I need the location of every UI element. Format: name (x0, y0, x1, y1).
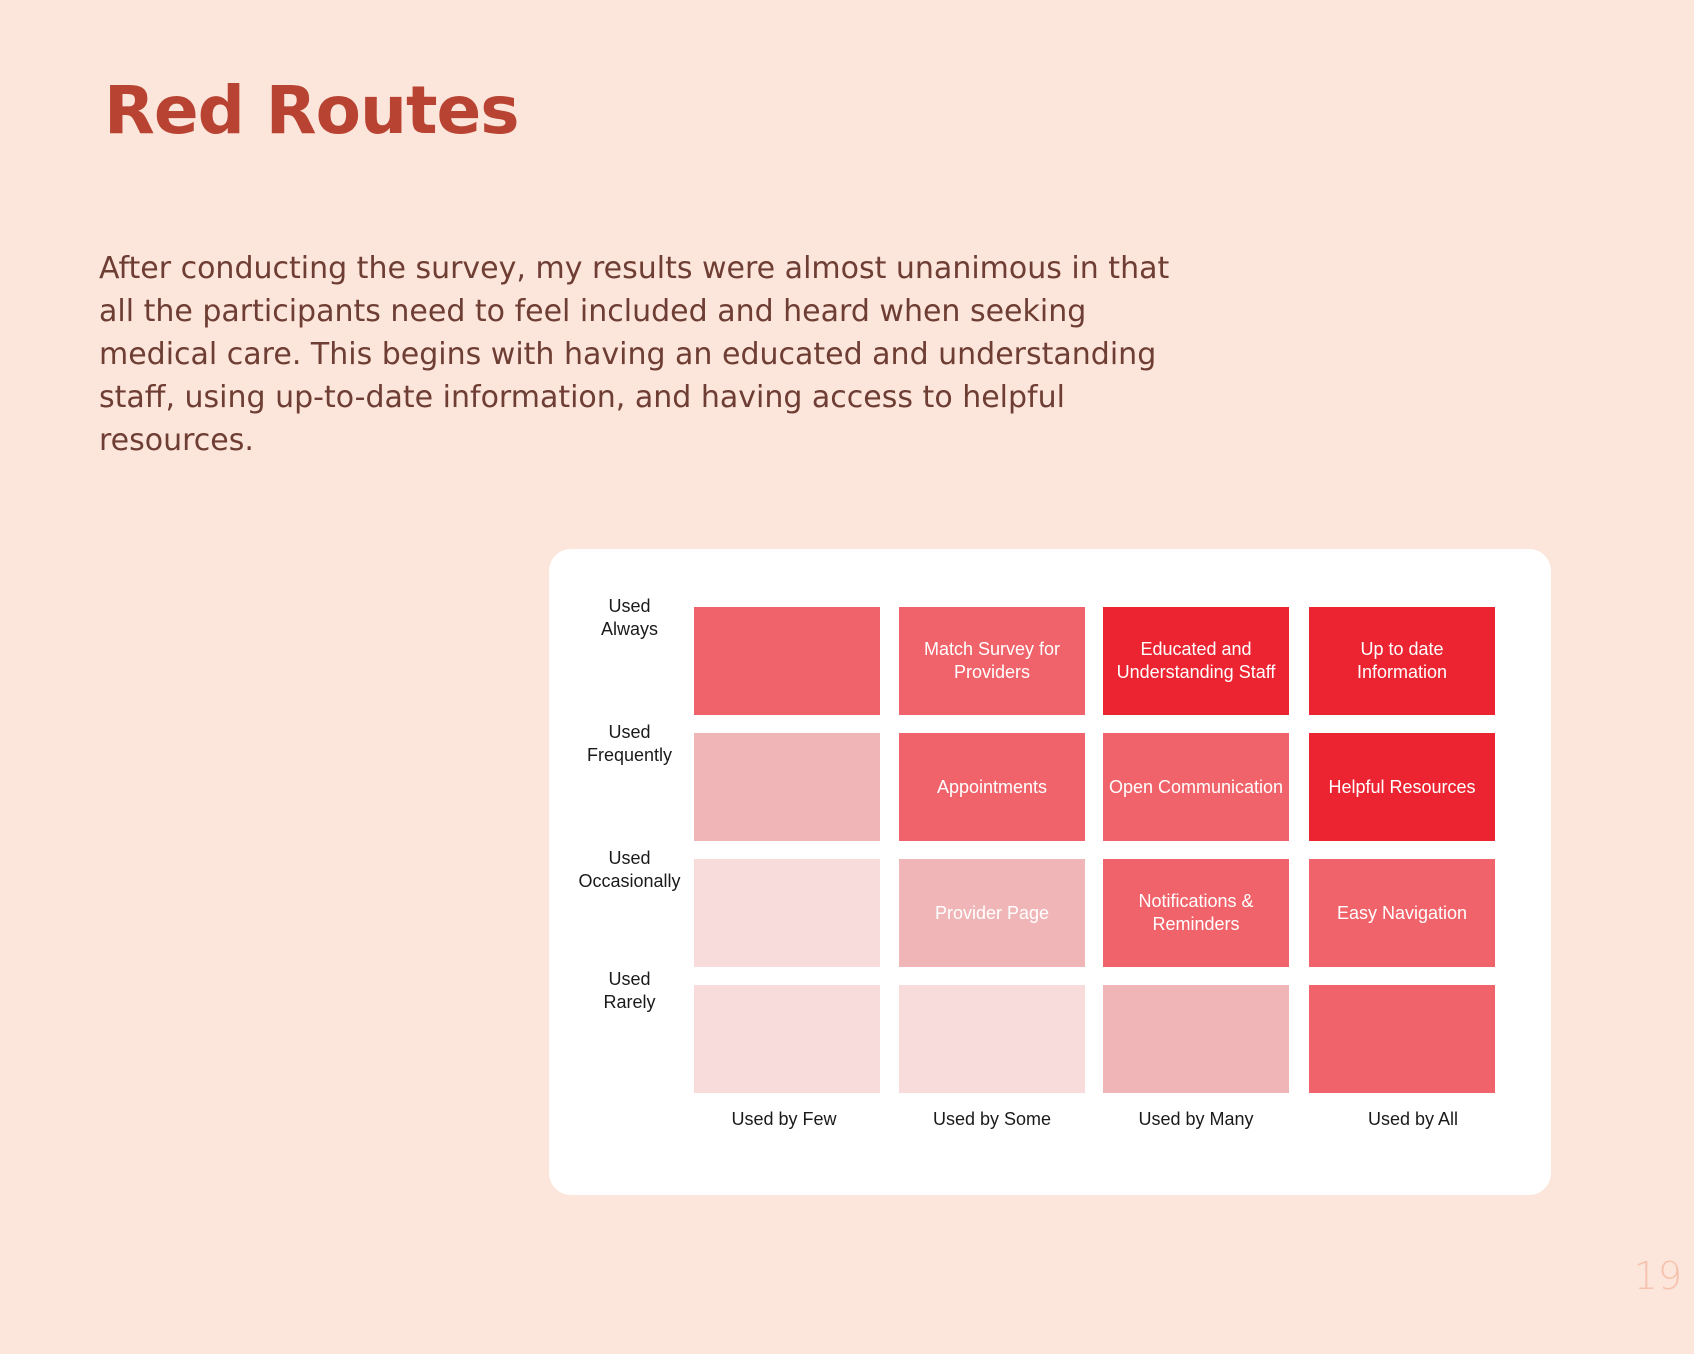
matrix-cell: Educated and Understanding Staff (1103, 607, 1289, 715)
matrix-cell: Match Survey for Providers (899, 607, 1085, 715)
column-label-used-by-all: Used by All (1367, 1109, 1459, 1129)
row-label-used-frequently: Used Frequently (586, 722, 673, 765)
column-label-used-by-some: Used by Some (932, 1109, 1052, 1129)
matrix-cell: Notifications & Reminders (1103, 859, 1289, 967)
row-label-used-always: Used Always (600, 596, 658, 639)
matrix-cell: Up to date Information (1309, 607, 1495, 715)
matrix-cell (1309, 985, 1495, 1093)
page-number: 19 (1633, 1254, 1682, 1298)
column-label-used-by-many: Used by Many (1138, 1109, 1254, 1129)
matrix-cell: Appointments (899, 733, 1085, 841)
column-label-used-by-few: Used by Few (731, 1109, 837, 1129)
matrix-cell: Open Communication (1103, 733, 1289, 841)
page-title: Red Routes (104, 72, 519, 149)
intro-paragraph: After conducting the survey, my results were almost unanimous in that all the participants need to feel included and heard when seeking medical care. This begins with having an educated and understanding staff, using up-to-date information, and having access to helpful resources. (99, 251, 1170, 458)
matrix-cell (899, 985, 1085, 1093)
matrix-cell (694, 607, 880, 715)
matrix-cell (1103, 985, 1289, 1093)
matrix-cell: Provider Page (899, 859, 1085, 967)
matrix-cell: Helpful Resources (1309, 733, 1495, 841)
row-label-used-occasionally: Used Occasionally (578, 848, 681, 891)
red-routes-matrix-card (549, 549, 1551, 1195)
row-label-used-rarely: Used Rarely (603, 969, 656, 1012)
matrix-cell (694, 859, 880, 967)
matrix-cell (694, 985, 880, 1093)
matrix-cell (694, 733, 880, 841)
matrix-cell: Easy Navigation (1309, 859, 1495, 967)
